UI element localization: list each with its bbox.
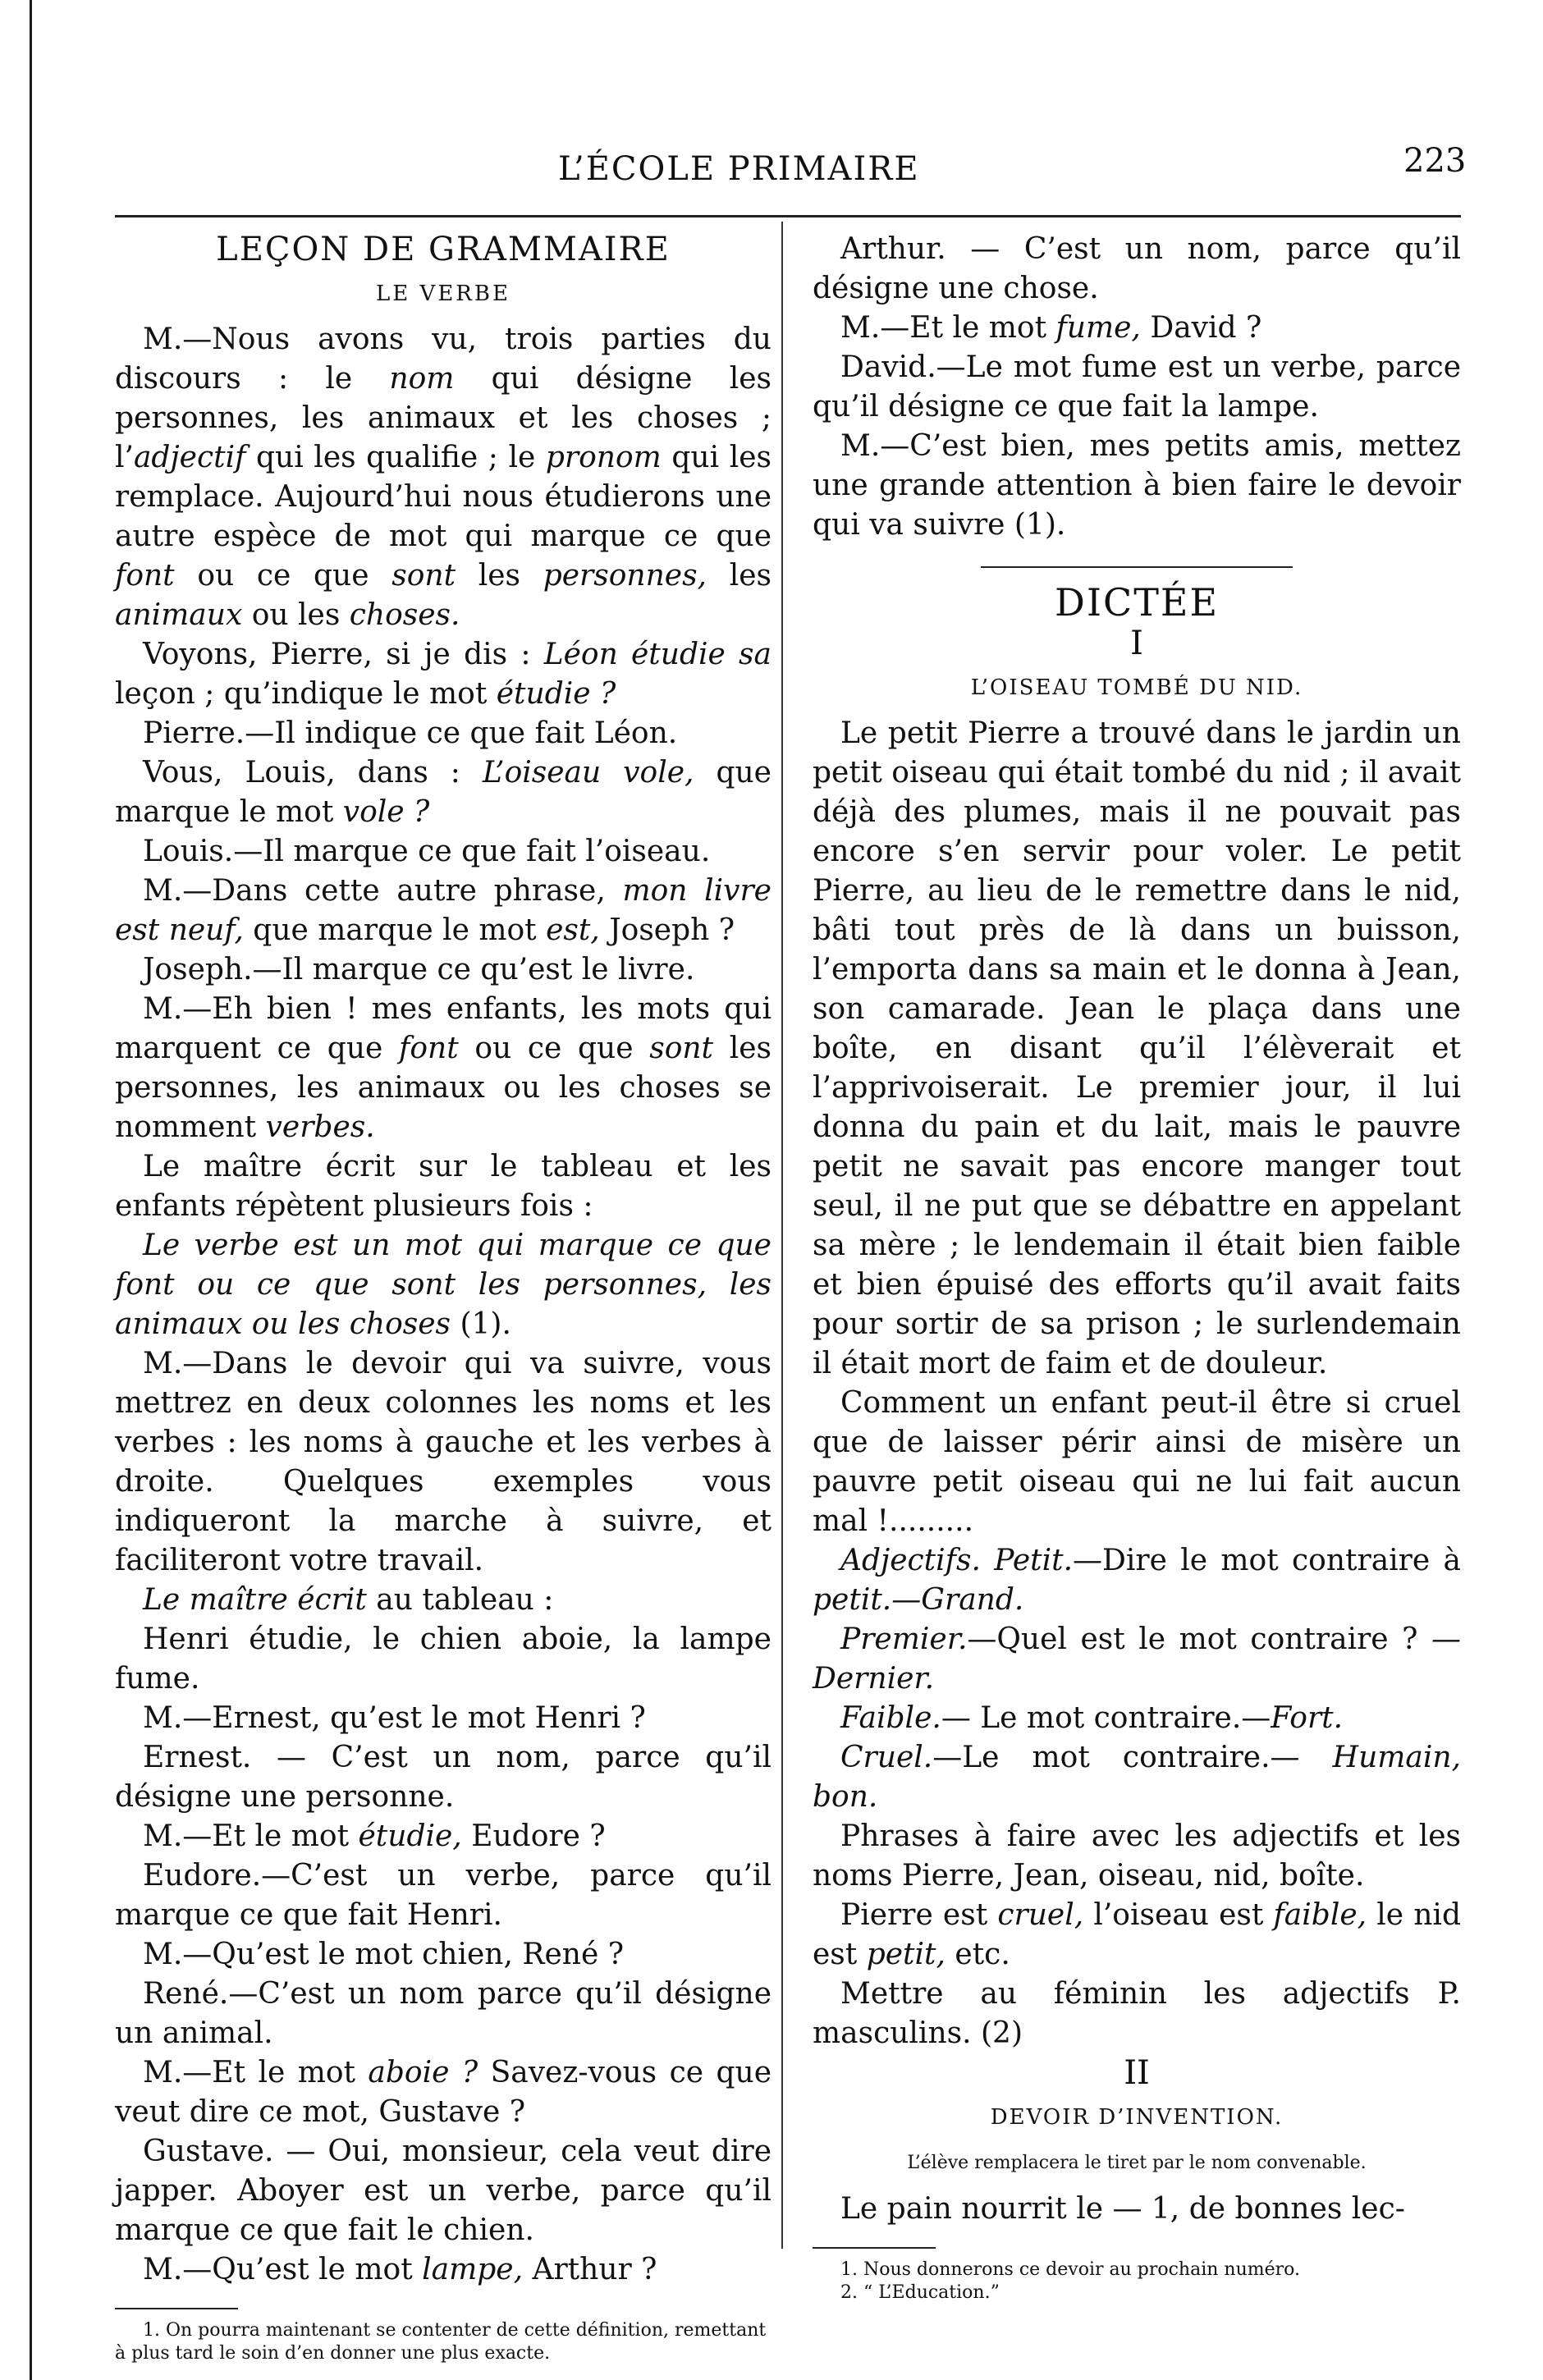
page-edge-border: [30, 0, 32, 2380]
paragraph: Eudore.—C’est un verbe, parce qu’il marque ce que fait Henri.: [115, 1859, 772, 1932]
right-column: [813, 230, 1461, 2304]
exercise-line: Premier.—Quel est le mot contraire ? — Dernier.: [813, 1623, 1461, 1696]
page-number: 223: [1403, 142, 1467, 180]
paragraph: Louis.—Il marque ce que fait l’oiseau.: [143, 835, 711, 868]
paragraph: M.—Et le mot aboie ? Savez-vous ce que veut dire ce mot, Gustave ?: [115, 2056, 772, 2129]
paragraph: Ernest. — C’est un nom, parce qu’il désigne une personne.: [115, 1741, 772, 1814]
paragraph: M.—Ernest, qu’est le mot Henri ?: [143, 1701, 646, 1735]
footnote-rule: [115, 2308, 238, 2309]
exercise-line: Faible.— Le mot contraire.—Fort.: [840, 1701, 1344, 1735]
paragraph: Vous, Louis, dans : L’oiseau vole, que marque le mot vole ?: [115, 756, 772, 829]
paragraph: Comment un enfant peut-il être si cruel que de laisser périr ainsi de misère un pauvre petit oiseau qui ne lui fait aucun mal !.........: [813, 1386, 1461, 1538]
paragraph: M.—Et le mot étudie, Eudore ?: [143, 1819, 606, 1853]
paragraph: M.—Et le mot fume, David ?: [840, 311, 1262, 345]
paragraph: Joseph.—Il marque ce qu’est le livre.: [143, 953, 695, 986]
running-head: L’ÉCOLE PRIMAIRE: [558, 150, 920, 188]
paragraph: M.—C’est bien, mes petits amis, mettez une grande attention à bien faire le devoir qui va suivre (1).: [813, 429, 1461, 542]
paragraph: M.—Dans cette autre phrase, mon livre est neuf, que marque le mot est, Joseph ?: [115, 874, 772, 947]
left-column: [115, 230, 772, 2365]
column-divider: [781, 222, 783, 2249]
paragraph: Le pain nourrit le — 1, de bonnes lec-: [840, 2192, 1405, 2226]
instruction: L’élève remplacera le tiret par le nom convenable.: [907, 2153, 1367, 2173]
footnote: 2. “ L’Education.”: [840, 2282, 1000, 2303]
paragraph: M.—Nous avons vu, trois parties du discours : le nom qui désigne les personnes, les animaux et les choses ; l’adjectif qui les qualifie ; le pronom qui les remplace. Aujourd’hui nous étudierons une autre espèce de mot qui marque ce que font ou ce que sont les personnes, les animaux ou les choses.: [115, 323, 772, 632]
footnote: 1. On pourra maintenant se contenter de cette définition, remettant à plus tard le soin d’en donner une plus exacte.: [115, 2320, 767, 2364]
lesson-subtitle: LE VERBE: [376, 281, 511, 306]
story-title: L’OISEAU TOMBÉ DU NID.: [970, 675, 1303, 700]
footnote: 1. Nous donnerons ce devoir au prochain numéro.: [840, 2259, 1301, 2280]
paragraph: M.—Dans le devoir qui va suivre, vous mettrez en deux colonnes les noms et les verbes : les noms à gauche et les verbes à droite. Quelques exemples vous indiqueront la marche à suivre, et faciliteront votre travail.: [115, 1347, 772, 1577]
paragraph: René.—C’est un nom parce qu’il désigne un animal.: [115, 1977, 772, 2050]
paragraph: Henri étudie, le chien aboie, la lampe fume.: [115, 1623, 772, 1696]
paragraph: Mettre au féminin les adjectifs masculins. (2) P.: [813, 1975, 1461, 2053]
exercise-line: Cruel.—Le mot contraire.— Humain, bon.: [813, 1741, 1461, 1814]
paragraph: M.—Qu’est le mot chien, René ?: [143, 1938, 625, 1971]
exercise-line: Adjectifs. Petit.—Dire le mot contraire à petit.—Grand.: [813, 1544, 1461, 1617]
paragraph: Le petit Pierre a trouvé dans le jardin un petit oiseau qui était tombé du nid ; il avait déjà des plumes, mais il ne pouvait pas encore s’en servir pour voler. Le petit Pierre, au lieu de le remettre dans le nid, bâti tout près de là dans un buisson, l’emporta dans sa main et le donna à Jean, son camarade. Jean le plaça dans une boîte, en disant qu’il l’élèverait et l’apprivoiserait. Le premier jour, il lui donna du pain et du lait, mais le pauvre petit ne savait pas encore manger tout seul, il ne put que se débattre en appelant sa mère ; le lendemain il était bien faible et bien épuisé des efforts qu’il avait faits pour sortir de sa prison ; le surlendemain il était mort de faim et de douleur.: [813, 716, 1461, 1380]
paragraph: Le maître écrit sur le tableau et les enfants répètent plusieurs fois :: [115, 1150, 772, 1223]
footnote-rule: [813, 2247, 936, 2249]
paragraph: Gustave. — Oui, monsieur, cela veut dire japper. Aboyer est un verbe, parce qu’il marque ce que fait le chien.: [115, 2135, 772, 2247]
section-number: II: [1124, 2054, 1150, 2092]
paragraph: David.—Le mot fume est un verbe, parce qu’il désigne ce que fait la lampe.: [813, 350, 1461, 423]
paragraph: Pierre.—Il indique ce que fait Léon.: [143, 716, 678, 750]
header-rule: [115, 215, 1461, 217]
section-separator: [981, 566, 1293, 568]
paragraph: Arthur. — C’est un nom, parce qu’il désigne une chose.: [813, 232, 1461, 305]
paragraph: Phrases à faire avec les adjectifs et les noms Pierre, Jean, oiseau, nid, boîte.: [813, 1819, 1461, 1893]
paragraph: M.—Qu’est le mot lampe, Arthur ?: [143, 2253, 657, 2286]
devoir-title: DEVOIR D’INVENTION.: [990, 2105, 1284, 2130]
paragraph: Pierre est cruel, l’oiseau est faible, le nid est petit, etc.: [813, 1898, 1461, 1971]
lesson-title: LEÇON DE GRAMMAIRE: [216, 231, 671, 268]
section-number: I: [1130, 625, 1143, 662]
paragraph: M.—Eh bien ! mes enfants, les mots qui marquent ce que font ou ce que sont les personnes, les animaux ou les choses se nomment verbes.: [115, 992, 772, 1144]
signature: P.: [1437, 1977, 1461, 2011]
definition: Le verbe est un mot qui marque ce que font ou ce que sont les personnes, les animaux ou les choses (1).: [115, 1229, 772, 1341]
paragraph: Voyons, Pierre, si je dis : Léon étudie sa leçon ; qu’indique le mot étudie ?: [115, 638, 772, 711]
paragraph: Le maître écrit au tableau :: [143, 1583, 554, 1617]
dictee-title: DICTÉE: [1054, 580, 1220, 625]
